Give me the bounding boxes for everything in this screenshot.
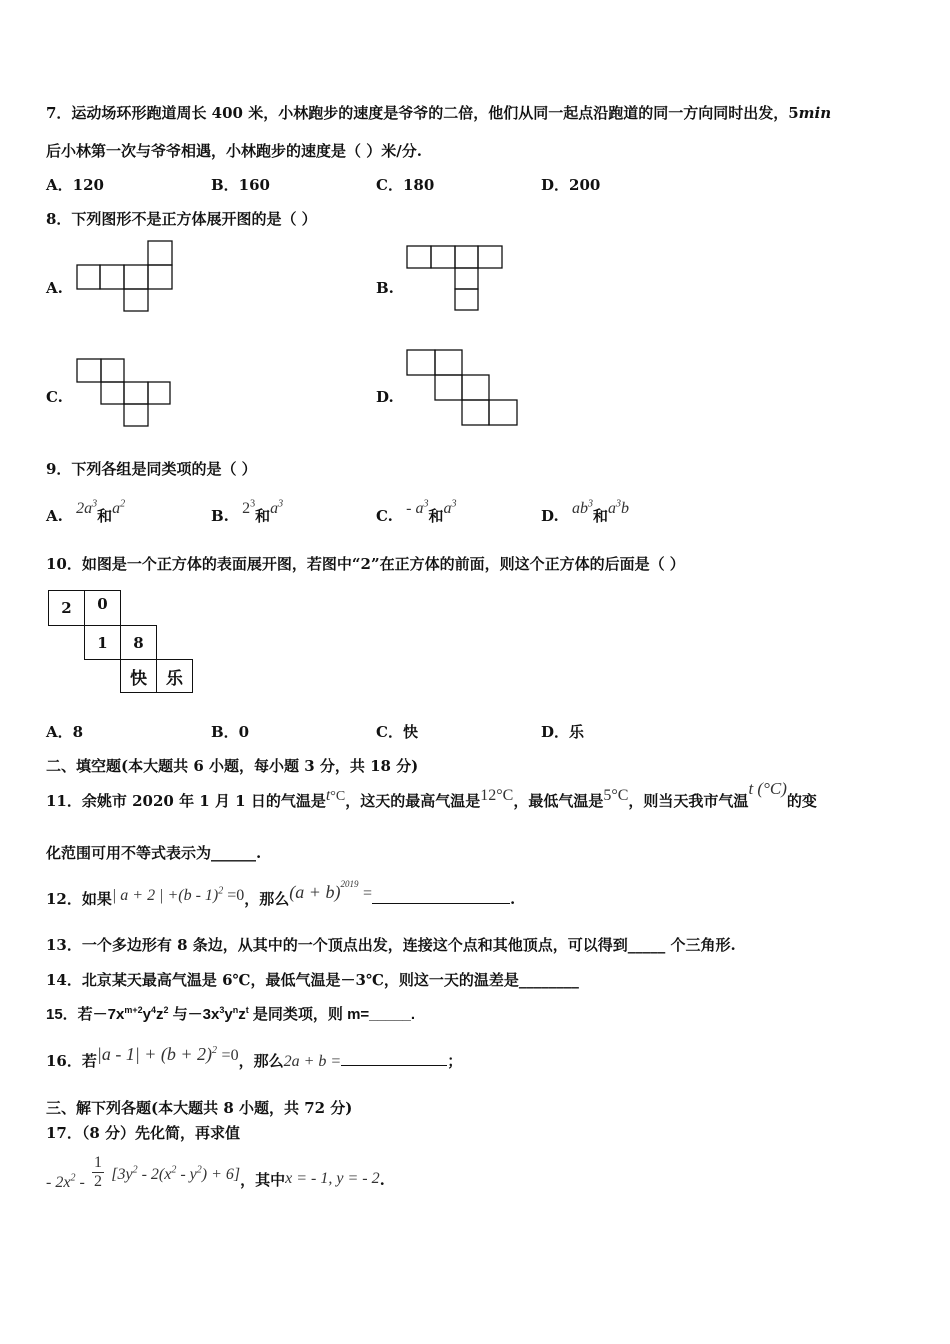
q9-b-term1: $2^3$	[242, 498, 256, 517]
q9-c-term2: $a^3$	[443, 498, 457, 517]
q8-stem: 8．下列图形不是正方体展开图的是（ ）	[46, 210, 317, 228]
q13: 13．一个多边形有 8 条边，从其中的一个顶点出发，连接这个点和其他顶点，可以得到_____ 个三角形.	[46, 936, 736, 954]
q17-condition: x = - 1, y = - 2	[285, 1169, 380, 1187]
q12: 12．如果| a + 2 | +(b - 1)$^2$ =0，那么$(a + b)^{2019}$ = .	[46, 879, 516, 908]
q10-cell-2: 2	[48, 590, 85, 626]
q11-tc: t (°C)	[748, 779, 787, 798]
q9-option-a-label: A.	[46, 507, 63, 525]
q7-line2: 后小林第一次与爷爷相遇，小林跑步的速度是（ ）米/分.	[46, 142, 422, 160]
q9-a-term2: $a^2$	[112, 498, 126, 517]
q7-option-b[interactable]: B．160	[211, 176, 270, 194]
q17-body: $[3y^2 - 2(x^2 - y^2) + 6]$	[111, 1164, 241, 1183]
q10-option-c[interactable]: C．快	[376, 723, 418, 741]
section-2-heading: 二、填空题(本大题共 6 小题，每小题 3 分，共 18 分)	[46, 757, 419, 775]
q7-option-d[interactable]: D．200	[541, 176, 601, 194]
q10-cell-0: 0	[84, 590, 121, 626]
q16: 16．若$|a - 1| + (b + 2)^2 =0$，那么2a + b = ；	[46, 1044, 463, 1070]
q9-option-d[interactable]	[541, 498, 629, 526]
q8-option-d-label[interactable]: D.	[376, 388, 394, 406]
q9-c-he: 和	[428, 507, 444, 525]
q11-low: 5°C	[603, 787, 629, 804]
q11-line2: 化范围可用不等式表示为______.	[46, 844, 262, 862]
q7-min: min	[798, 104, 832, 122]
q17-expression: - $2x^2$ - $\frac{1}{2}$ $[3y^2 - 2(x^2 - y^2) + 6]$，其中x = - 1, y = - 2.	[46, 1154, 385, 1191]
q10-cell-kuai: 快	[120, 659, 157, 693]
q17-fraction: $\frac{1}{2}$	[94, 1154, 102, 1190]
q9-d-term1: $ab^3$	[571, 498, 593, 517]
q9-a-he: 和	[97, 507, 113, 525]
q14: 14．北京某天最高气温是 6℃，最低气温是－3℃，则这一天的温差是________	[46, 971, 579, 989]
q9-c-term1: - $a^3$	[406, 498, 429, 517]
q16-answer-blank[interactable]	[341, 1051, 447, 1066]
q9-d-term2: $a^3b$	[607, 498, 629, 517]
q10-cell-1: 1	[84, 625, 121, 660]
q16-expr: $|a - 1| + (b + 2)^2 =0$	[96, 1044, 239, 1064]
section-3-heading: 三、解下列各题(本大题共 8 小题，共 72 分)	[46, 1099, 353, 1117]
q17-stem: 17．（8 分）先化简，再求值	[46, 1124, 241, 1142]
q9-a-term1: $2a^3$	[76, 498, 98, 517]
q8-net-c	[76, 358, 176, 428]
q8-option-b-label[interactable]: B.	[376, 279, 394, 297]
q10-cell-8: 8	[120, 625, 157, 660]
q12-answer-blank[interactable]	[372, 889, 510, 904]
q11-deg: °C	[330, 789, 346, 804]
q8-option-c-label[interactable]: C.	[46, 388, 63, 406]
q9-b-he: 和	[255, 507, 271, 525]
q12-expr2: $(a + b)^{2019}$ =	[289, 879, 372, 902]
q10-option-a[interactable]: A．8	[46, 723, 84, 741]
q11-high: 12°C	[480, 787, 514, 804]
q15: 15．若$-7x^{m+2}y^4z^2$ 与$-3x^3y^nz^t$ 是同类项，则 m=_____.	[46, 1005, 416, 1023]
q9-option-a[interactable]	[46, 498, 126, 526]
q9-d-he: 和	[592, 507, 608, 525]
q9-b-term2: $a^3$	[270, 498, 284, 517]
q9-option-c-label: C.	[376, 507, 393, 525]
q7-line1: 7．运动场环形跑道周长 400 米，小林跑步的速度是爷爷的二倍，他们从同一起点沿跑道的同一方向同时出发，5min	[46, 104, 832, 122]
q8-net-b	[406, 245, 506, 313]
q17-lead: - $2x^2$ -	[46, 1172, 85, 1191]
q9-option-b-label: B.	[211, 507, 229, 525]
q9-option-b[interactable]	[211, 498, 284, 526]
q11-t: t	[325, 787, 331, 804]
q10-option-b[interactable]: B．0	[211, 723, 250, 741]
q12-expr: | a + 2 | +(b - 1)$^2$ =0	[111, 885, 245, 904]
q9-option-c[interactable]	[376, 498, 457, 526]
q11-line1: 11．余姚市 2020 年 1 月 1 日的气温是t°C，这天的最高气温是12°C，最低气温是5°C，则当天我市气温t (°C)的变	[46, 779, 817, 810]
q10-option-d[interactable]: D．乐	[541, 723, 585, 741]
q9-stem: 9．下列各组是同类项的是（ ）	[46, 460, 257, 478]
q8-net-a	[76, 240, 176, 312]
q10-cell-le: 乐	[156, 659, 193, 693]
q8-net-d	[406, 349, 522, 429]
q8-option-a-label[interactable]: A.	[46, 279, 63, 297]
q7-option-a[interactable]: A．120	[46, 176, 104, 194]
q10-stem: 10．如图是一个正方体的表面展开图，若图中“2”在正方体的前面，则这个正方体的后面是（ ）	[46, 555, 685, 573]
q9-option-d-label: D.	[541, 507, 559, 525]
q7-option-c[interactable]: C．180	[376, 176, 435, 194]
q16-expr2: 2a + b =	[283, 1053, 342, 1070]
